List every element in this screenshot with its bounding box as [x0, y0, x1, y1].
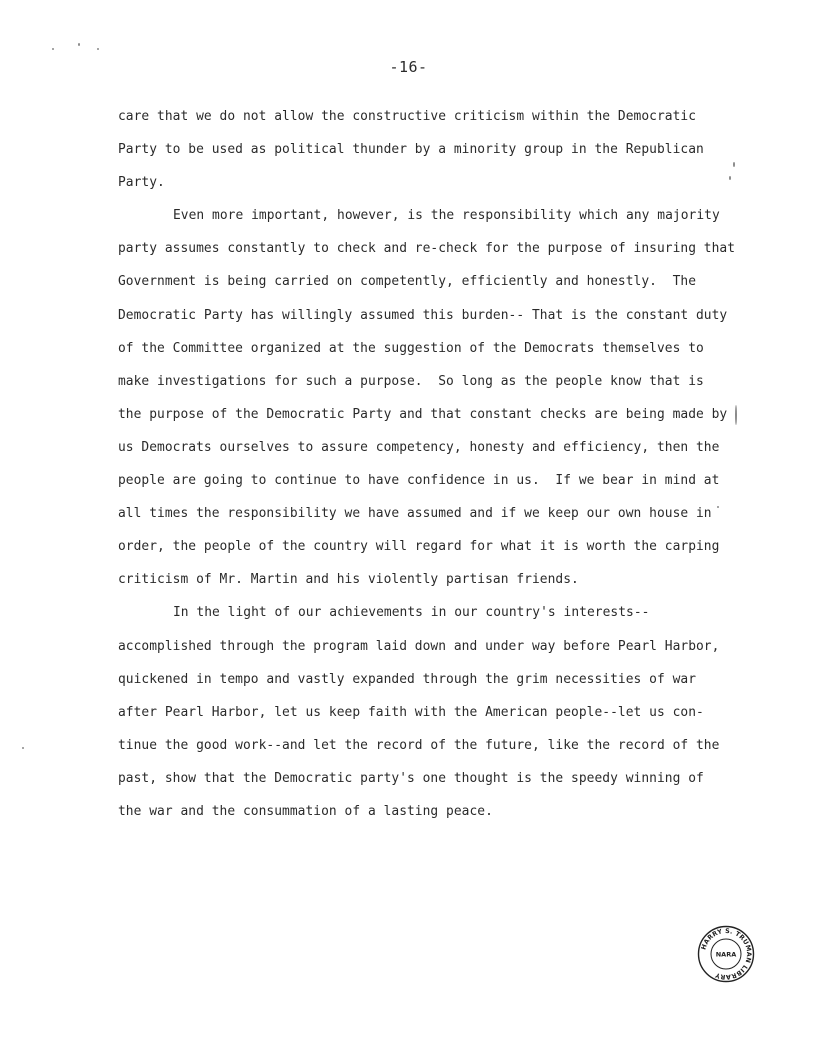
scan-speck [717, 506, 719, 508]
text-line: Party. [118, 175, 165, 191]
paragraph-3 [118, 596, 718, 828]
text-line: tinue the good work--and let the record of the future, like the record of the [118, 737, 720, 753]
paragraph-2 [118, 199, 736, 596]
text-line: Democratic Party has willingly assumed this burden-- That is the constant duty [118, 307, 728, 323]
scan-speck [22, 747, 24, 749]
scan-speck [97, 48, 99, 50]
page-number: -16- [389, 58, 428, 76]
text-line: past, show that the Democratic party's one thought is the speedy winning of [118, 770, 704, 786]
paragraph-1 [118, 100, 718, 199]
stamp-ring-text: HARRY S. TRUMAN LIBRARY [699, 926, 754, 982]
text-line: people are going to continue to have confidence in us. If we bear in mind at [118, 473, 720, 489]
scan-speck [735, 405, 737, 425]
text-line: Party to be used as political thunder by a minority group in the Republican [118, 142, 704, 158]
scan-speck [78, 43, 80, 46]
scan-speck [733, 162, 735, 167]
text-line: all times the responsibility we have assumed and if we keep our own house in [118, 506, 712, 522]
truman-library-stamp [697, 925, 755, 983]
text-line: quickened in tempo and vastly expanded through the grim necessities of war [118, 671, 696, 687]
text-line: accomplished through the program laid down and under way before Pearl Harbor, [118, 638, 720, 654]
text-line: Government is being carried on competently, efficiently and honestly. The [118, 274, 696, 290]
text-line: party assumes constantly to check and re-check for the purpose of insuring that [118, 241, 736, 257]
scan-speck [52, 48, 54, 50]
text-line: make investigations for such a purpose. So long as the people know that is [118, 373, 704, 389]
text-line: criticism of Mr. Martin and his violently partisan friends. [118, 572, 579, 588]
text-line: In the light of our achievements in our country's interests-- [173, 605, 650, 621]
text-line: care that we do not allow the constructive criticism within the Democratic [118, 109, 696, 124]
text-line: the war and the consummation of a lasting peace. [118, 803, 493, 819]
text-line: the purpose of the Democratic Party and that constant checks are being made by [118, 406, 728, 422]
text-line: of the Committee organized at the suggestion of the Democrats themselves to [118, 340, 704, 356]
text-line: order, the people of the country will regard for what it is worth the carping [118, 539, 720, 555]
document-body [118, 100, 736, 828]
text-line: us Democrats ourselves to assure competency, honesty and efficiency, then the [118, 439, 720, 455]
scan-speck [729, 176, 731, 180]
text-line: after Pearl Harbor, let us keep faith with the American people--let us con- [118, 704, 704, 720]
stamp-center-text: NARA [715, 950, 737, 959]
text-line: Even more important, however, is the responsibility which any majority [173, 208, 720, 224]
